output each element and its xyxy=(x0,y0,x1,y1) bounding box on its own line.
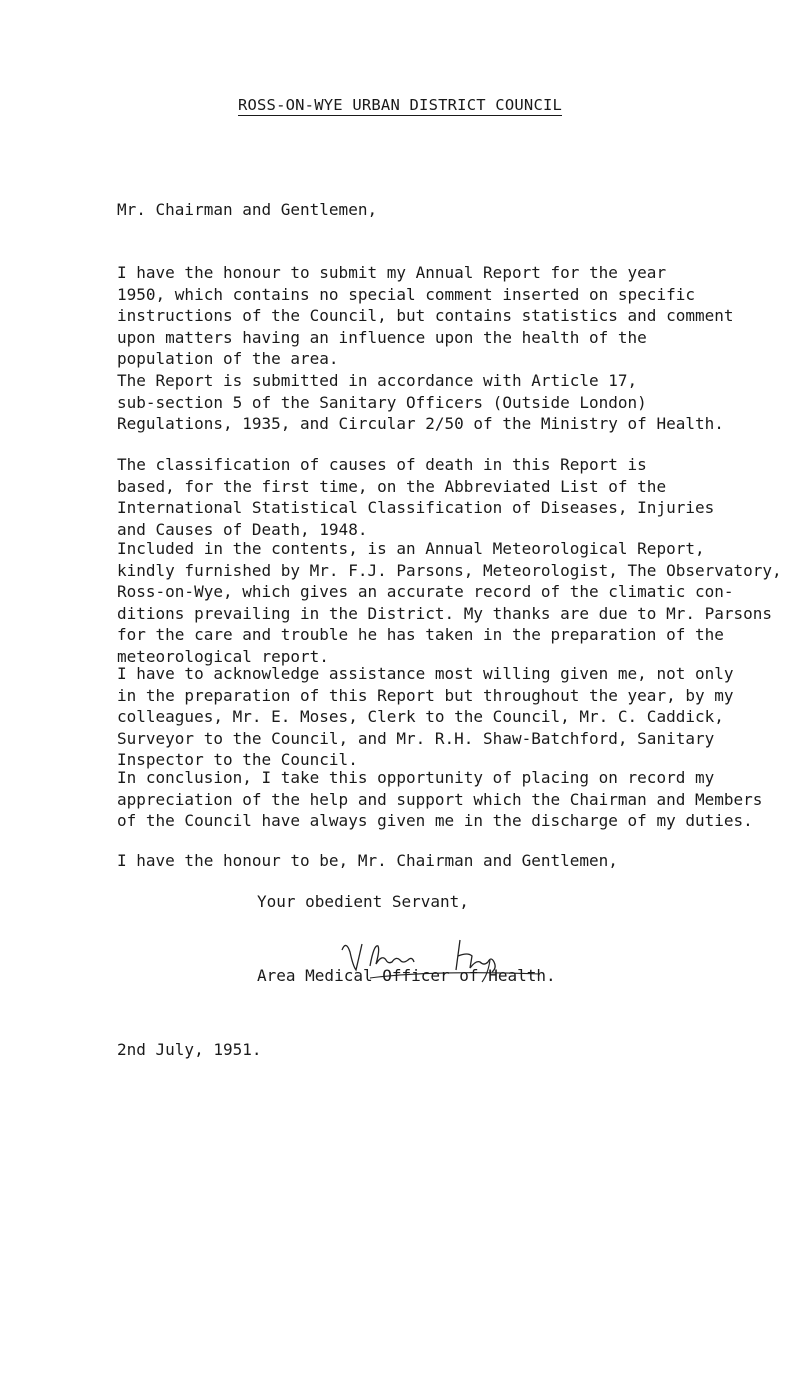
paragraph-conclusion: In conclusion, I take this opportunity of placing on record my appreciation of the help and support which the Chairman and Members of the Council have always given me in the discharge of my duties. xyxy=(117,768,763,830)
heading-text: ROSS-ON-WYE URBAN DISTRICT COUNCIL xyxy=(237,96,563,114)
document-date: 2nd July, 1951. xyxy=(117,1040,262,1059)
document-heading xyxy=(0,96,800,114)
closing-line: I have the honour to be, Mr. Chairman and Gentlemen, xyxy=(117,851,618,870)
paragraph-annual-report: I have the honour to submit my Annual Report for the year 1950, which contains no special comment inserted on specific instructions of the Council, but contains statistics and comment upon matters having an influence upon the health of the population of the area. xyxy=(117,263,734,368)
salutation: Mr. Chairman and Gentlemen, xyxy=(117,200,378,219)
paragraph-acknowledgements: I have to acknowledge assistance most willing given me, not only in the preparation of this Report but throughout the year, by my colleagues, Mr. E. Moses, Clerk to the Council, Mr. C. Caddick, Surveyor to the Council, and Mr. R.H. Shaw-Batchford, Sanitary Inspector to the Council. xyxy=(117,664,734,769)
signature-title: Area Medical Officer of Health. xyxy=(257,966,556,985)
valediction: Your obedient Servant, xyxy=(257,892,469,911)
paragraph-classification: The classification of causes of death in this Report is based, for the first time, on the Abbreviated List of the International Statistical Classification of Diseases, Injuries and Causes of Death, 1948. xyxy=(117,455,715,539)
paragraph-meteorological: Included in the contents, is an Annual Meteorological Report, kindly furnished by Mr. F.J. Parsons, Meteorologist, The Observatory, Ross-on-Wye, which gives an accurate record of the climatic con- ditions prevailing in the District. My thanks are due to Mr. Parsons for the care and trouble he has taken in the preparation of the meteorological report. xyxy=(117,539,782,666)
paragraph-regulations: The Report is submitted in accordance with Article 17, sub-section 5 of the Sanitary Officers (Outside London) Regulations, 1935, and Circular 2/50 of the Ministry of Health. xyxy=(117,371,724,433)
